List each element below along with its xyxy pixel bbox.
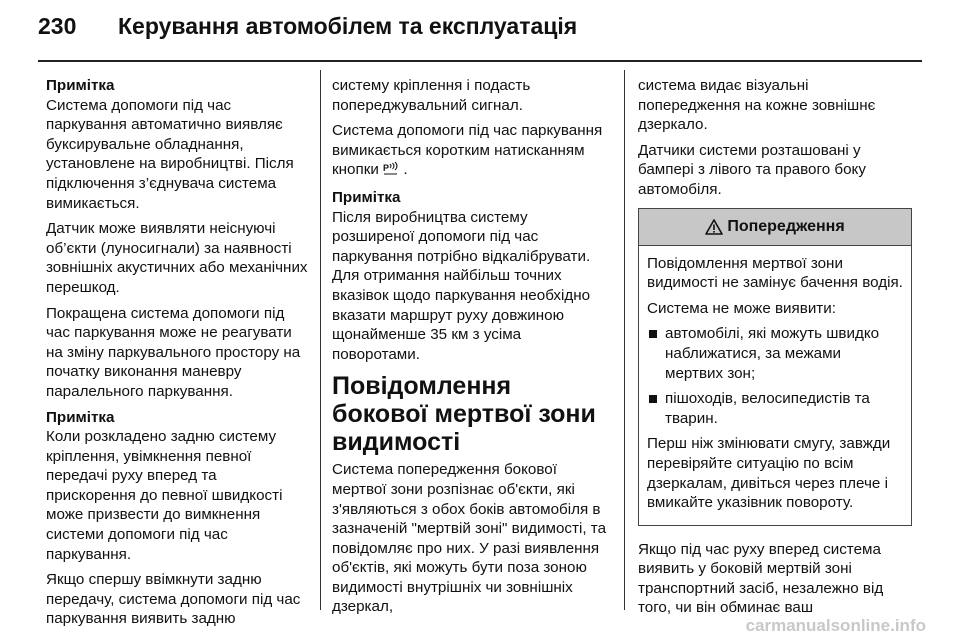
paragraph: Покращена система допомоги під час паркування може не реагувати на зміну паркувального простору на початку виконання маневру паралельного паркування. xyxy=(46,304,301,400)
paragraph: Перш ніж змінювати смугу, завжди перевіряйте ситуацію по всім дзеркалам, дивіться через плече і вмикайте указівник повороту. xyxy=(647,435,891,512)
warning-box xyxy=(638,208,912,526)
paragraph: Повідомлення мертвої зони видимості не замінує бачення водія. xyxy=(647,254,903,292)
note-label: Примітка xyxy=(46,77,115,94)
list-item: пішоходів, велосипедистів та тварин. xyxy=(647,389,903,428)
paragraph: Система попередження бокової мертвої зони розпізнає об'єкти, які з'являються з обох боків автомобіля в зазначеній "мертвій зоні" видимості, та повідомляє про них. У разі виявлення об'єктів, які можуть бути поза зоною видимості внутрішніх чи зовнішніх дзеркал, xyxy=(332,461,607,616)
watermark: carmanualsonline.info xyxy=(745,616,926,635)
note-text: Коли розкладено задню систему кріплення, увімкнення певної передачі руху вперед та прискорення до певної швидкості може призвести до вимкнення системи допомоги під час паркування. xyxy=(46,428,283,563)
paragraph: Система не може виявити: xyxy=(647,299,836,317)
note-block xyxy=(332,188,608,364)
note-block xyxy=(46,408,308,565)
paragraph: Датчик може виявляти неіснуючі об’єкти (луносигнали) за наявності зовнішніх акустичних або механічних перешкод. xyxy=(46,220,308,296)
list-item: автомобілі, які можуть швидко наближатися, за межами мертвих зон; xyxy=(647,324,903,383)
column-divider xyxy=(320,70,321,610)
paragraph: систему кріплення і подасть попереджувальний сигнал. xyxy=(332,77,531,114)
paragraph-with-icon xyxy=(332,121,608,182)
header-rule xyxy=(38,60,922,62)
note-label: Примітка xyxy=(46,408,115,426)
paragraph: Якщо спершу ввімкнути задню передачу, система допомоги під час паркування виявить задню xyxy=(46,571,301,628)
note-text: Після виробництва систему розширеної допомоги під час паркування потрібно відкалібрувати. Для отримання найбільш точних вказівок щодо паркування необхідно вказати маршрут руху довжиною щонайменше 35 км з усіма поворотами. xyxy=(332,208,591,363)
paragraph: Якщо під час руху вперед система виявить у боковій мертвій зоні транспортний засіб, незалежно від того, чи він обминає ваш xyxy=(638,540,884,617)
warning-triangle-icon xyxy=(705,219,723,235)
note-block xyxy=(46,76,308,213)
warning-body xyxy=(639,246,911,525)
column-2 xyxy=(332,76,608,623)
paragraph-text: Система допомоги під час паркування вимикається коротким натисканням кнопки xyxy=(332,122,603,179)
page-title: Керування автомобілем та експлуатація xyxy=(118,13,578,39)
parking-assist-icon xyxy=(383,161,399,182)
warning-title: Попередження xyxy=(727,217,845,235)
column-1 xyxy=(46,76,308,635)
paragraph: Датчики системи розташовані у бампері з лівого та правого боку автомобіля. xyxy=(638,141,866,198)
page-header xyxy=(0,0,960,58)
svg-text:P: P xyxy=(383,163,390,174)
bullet-list xyxy=(647,324,903,428)
page-number: 230 xyxy=(38,13,77,39)
column-divider xyxy=(624,70,625,610)
warning-header xyxy=(639,209,911,246)
column-3 xyxy=(638,76,912,624)
section-heading: Повідомлення бокової мертвої зони видимості xyxy=(332,372,596,457)
note-label: Примітка xyxy=(332,188,401,206)
paragraph-text: . xyxy=(403,161,408,179)
paragraph: система видає візуальні попередження на кожне зовнішнє дзеркало. xyxy=(638,77,876,134)
note-text: Система допомоги під час паркування автоматично виявляє буксирувальне обладнання, установлене на виробництві. Після підключення з’єднувача система вимикається. xyxy=(46,96,294,212)
